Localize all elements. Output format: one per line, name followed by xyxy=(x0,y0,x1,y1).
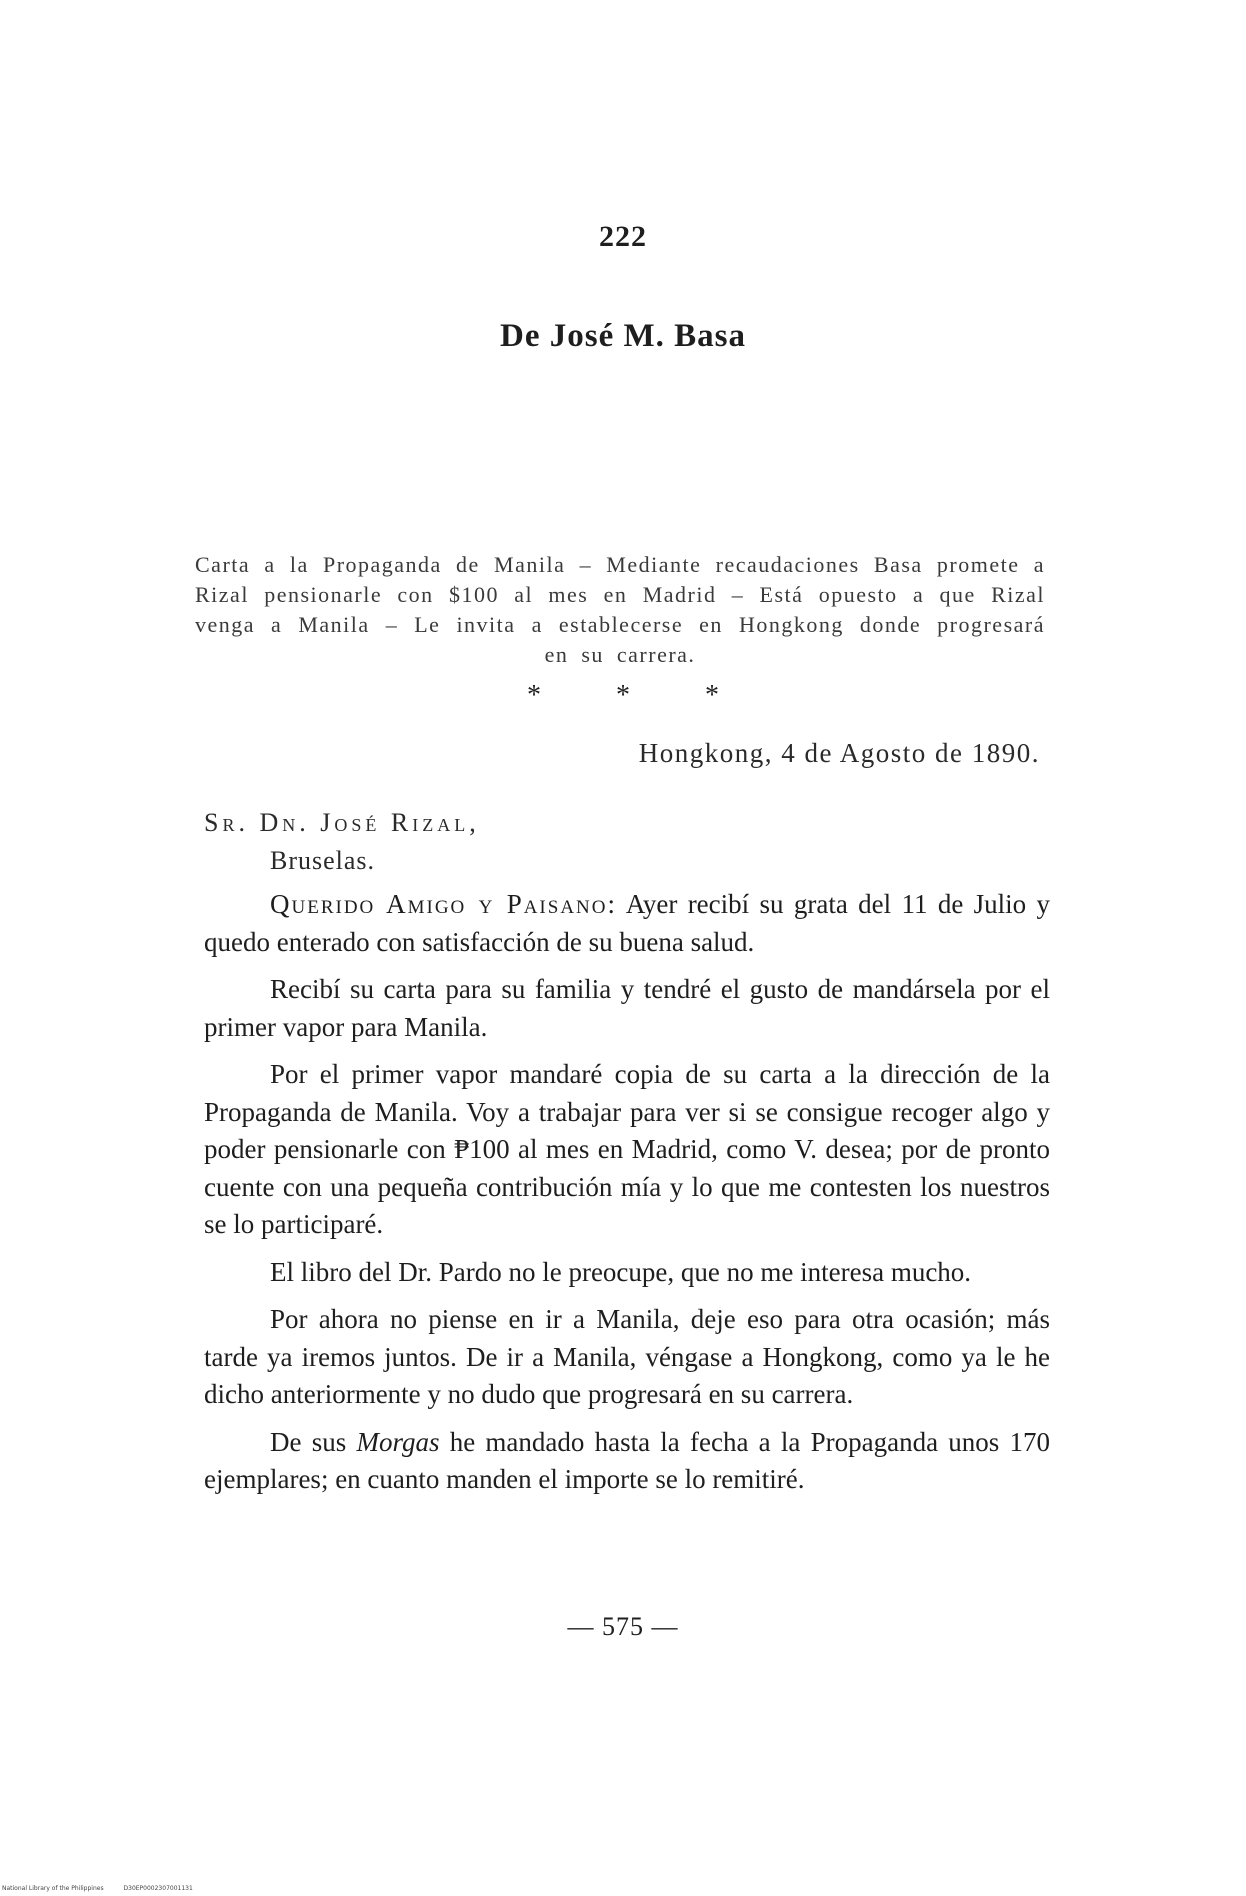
paragraph-5: Por ahora no piense en ir a Manila, deje eso para otra ocasión; más tarde ya iremos juntos. De ir a Manila, véngase a Hongkong, como ya le he dicho anteriormente y no dudo que progresará en su carrera. xyxy=(204,1304,1050,1409)
section-separator: * * * xyxy=(527,680,753,711)
place-date: Hongkong, 4 de Agosto de 1890. xyxy=(638,738,1040,768)
letter-summary: Carta a la Propaganda de Manila – Mediante recaudaciones Basa promete a Rizal pensionarle con $100 al mes en Madrid – Está opuesto a que Rizal venga a Manila – Le invita a establecerse en Hongkong donde progresará en su carrera. xyxy=(195,552,1045,667)
recipient-name: Sr. Dn. José Rizal, xyxy=(204,808,480,837)
paragraph-1 xyxy=(204,886,1050,961)
letter-title: De José M. Basa xyxy=(500,318,746,354)
salutation: Querido Amigo y Paisano: xyxy=(270,889,617,919)
paragraph-6-text-a: De sus xyxy=(270,1426,357,1457)
paragraph-2: Recibí su carta para su familia y tendré el gusto de mandársela por el primer vapor para Manila. xyxy=(204,974,1050,1042)
library-name: National Library of the Philippines xyxy=(2,1885,104,1892)
scan-code: D30EP0002307001131 xyxy=(123,1885,193,1892)
paragraph-6-text-b: he mandado hasta la fecha a la Propaganda unos 170 ejemplares; en cuanto manden el importe se lo remitiré. xyxy=(204,1426,1051,1494)
page-number-bottom: — 575 — xyxy=(567,1612,679,1641)
scan-footer xyxy=(2,1885,211,1892)
paragraph-4: El libro del Dr. Pardo no le preocupe, que no me interesa mucho. xyxy=(270,1256,972,1287)
recipient-city: Bruselas. xyxy=(270,846,376,875)
page-number-top: 222 xyxy=(599,220,647,253)
paragraph-3: Por el primer vapor mandaré copia de su carta a la dirección de la Propaganda de Manila. Voy a trabajar para ver si se consigue recoger algo y poder pensionarle con ₱100 al mes en Madrid, como V. desea; por de pronto cuente con una pequeña contribución mía y lo que me contesten los nuestros se lo participaré. xyxy=(204,1059,1050,1239)
paragraph-6 xyxy=(204,1424,1050,1499)
book-title-morgas: Morgas xyxy=(356,1426,440,1457)
paragraph-1-text: Ayer recibí su grata del 11 de Julio y quedo enterado con satisfacción de su buena salud. xyxy=(204,889,1050,957)
letter-body xyxy=(204,886,1050,1509)
